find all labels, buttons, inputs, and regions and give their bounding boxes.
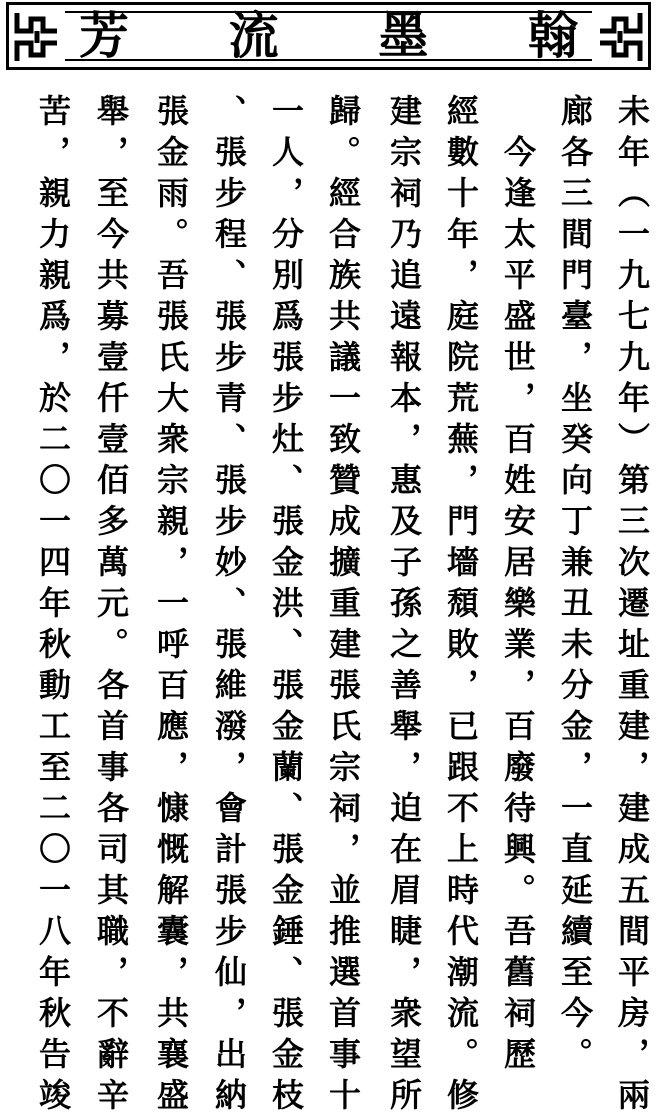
fret-ornament-icon	[596, 9, 644, 65]
vertical-text-body	[0, 94, 657, 1119]
text-column: 舉，至今共募壹仟壹佰多萬元。各首事各司其職，不辭辛	[92, 94, 130, 1119]
title-char: 流	[228, 7, 279, 65]
text-column: 歸。經合族共議一致贊成擴重建張氏宗祠，並推選首事十	[324, 94, 362, 1119]
header-banner	[6, 2, 651, 70]
title-char: 芳	[79, 7, 129, 65]
text-column: 未年（一九七九年）第三次遷址重建，建成五間平房，兩	[613, 94, 651, 1119]
fret-ornament-icon	[13, 9, 61, 65]
text-column: 張金雨。吾張氏大衆宗親，一呼百應，慷慨解囊，共襄盛	[152, 94, 190, 1119]
page-title	[79, 5, 578, 67]
text-column: 經數十年，庭院荒蕪，門墻頹敗，已跟不上時代潮流。修	[442, 94, 480, 1119]
title-char: 墨	[378, 7, 429, 65]
text-column: 苦，親力親爲，於二〇一四年秋動工至二〇一八年秋告竣	[34, 94, 72, 1119]
title-char: 翰	[527, 7, 578, 65]
text-column: 廊各三間門臺，坐癸向丁兼丑未分金，一直延續至今。	[556, 94, 594, 1078]
text-column: 今逢太平盛世，百姓安居樂業，百廢待興。吾舊祠歷	[499, 94, 537, 1078]
text-column: 、張步程、張步青、張步妙、張維潑，會計張步仙，出納	[210, 94, 248, 1119]
text-column: 一人，分別爲張步灶、張金洪、張金蘭、張金錘、張金枝	[267, 94, 305, 1119]
text-column: 建宗祠乃追遠報本，惠及子孫之善舉，迫在眉睫，衆望所	[385, 94, 423, 1119]
